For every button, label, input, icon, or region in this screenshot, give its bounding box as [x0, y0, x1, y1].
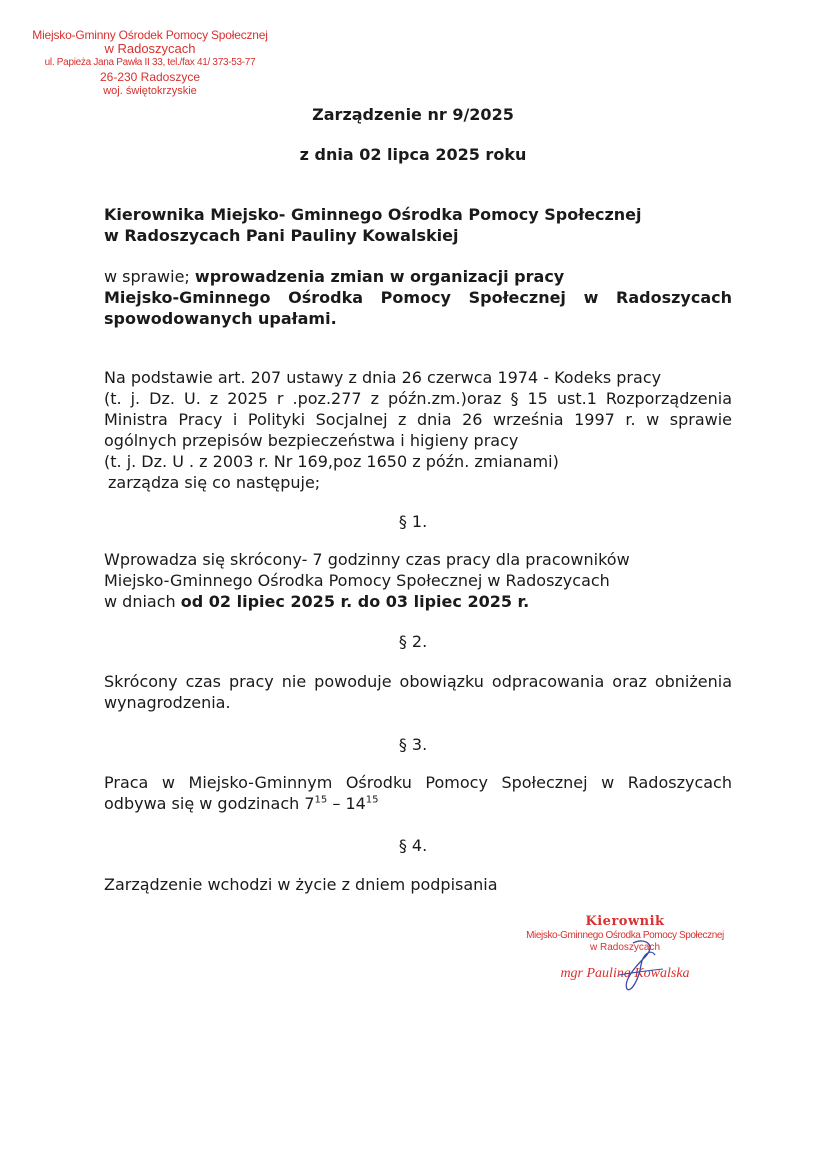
time-end-minutes: 15 [365, 794, 379, 806]
time-start: 7 [304, 794, 315, 813]
handwritten-signature-icon [605, 935, 675, 995]
stamp-org-name: Miejsko-Gminny Ośrodek Pomocy Społecznej [32, 28, 268, 42]
signature-town: w Radoszycach [589, 942, 661, 953]
section-3-text: Praca w Miejsko-Gminnym Ośrodku Pomocy Społecznej w Radoszycach odbywa się w godzinach [104, 773, 732, 813]
section-4-heading: § 4. [398, 836, 428, 855]
time-separator: – [327, 794, 346, 813]
document-date: z dnia 02 lipca 2025 roku [299, 145, 527, 164]
legal-basis-line-1: Na podstawie art. 207 ustawy z dnia 26 czerwca 1974 - Kodeks pracy [104, 368, 662, 387]
section-2-body: Skrócony czas pracy nie powoduje obowiązku odpracowania oraz obniżenia wynagrodzenia. [104, 672, 732, 712]
section-2-heading: § 2. [398, 632, 428, 651]
stamp-postcode: 26-230 Radoszyce [99, 70, 201, 84]
time-end: 14 [345, 794, 366, 813]
section-3-heading: § 3. [398, 735, 428, 754]
subject-bold-1: wprowadzenia zmian w organizacji pracy [194, 267, 565, 286]
signature-org: Miejsko-Gminnego Ośrodka Pomocy Społecznej [526, 930, 724, 941]
signature-title: Kierownik [585, 914, 665, 929]
subject-bold-2: Miejsko-Gminnego Ośrodka Pomocy Społecznej w Radoszycach spowodowanych upałami. [104, 288, 732, 328]
section-3-body [104, 772, 732, 814]
section-1-body [104, 549, 732, 612]
stamp-address: ul. Papieża Jana Pawła II 33, tel./fax 41/ 373-53-77 [44, 57, 256, 68]
section-1-line-3-prefix: w dniach [104, 592, 181, 611]
stamp-voivodeship: woj. świętokrzyskie [103, 85, 197, 97]
subject-prefix: w sprawie; [104, 267, 195, 286]
legal-basis-line-2: (t. j. Dz. U. z 2025 r .poz.277 z późn.zm.)oraz § 15 ust.1 Rozporządzenia Ministra Pracy i Polityki Socjalnej z dnia 26 września 1997 r. w sprawie ogólnych przepisów bezpieczeństwa i higieny pracy [104, 389, 732, 450]
stamp-org-town: w Radoszycach [104, 41, 196, 56]
section-1-line-2: Miejsko-Gminnego Ośrodka Pomocy Społecznej w Radoszycach [104, 571, 610, 590]
section-1-line-1: Wprowadza się skrócony- 7 godzinny czas pracy dla pracowników [104, 550, 630, 569]
time-start-minutes: 15 [314, 794, 328, 806]
document-author [104, 204, 732, 246]
header-stamp [30, 28, 270, 98]
legal-basis [104, 367, 732, 493]
author-line-1: Kierownika Miejsko- Gminnego Ośrodka Pomocy Społecznej [104, 205, 642, 224]
signature-name: mgr Paulina Kowalska [560, 966, 690, 981]
section-1-dates: od 02 lipiec 2025 r. do 03 lipiec 2025 r. [180, 592, 530, 611]
document-subject [104, 266, 732, 329]
author-line-2: w Radoszycach Pani Pauliny Kowalskiej [104, 226, 459, 245]
section-1-heading: § 1. [398, 512, 428, 531]
document-title: Zarządzenie nr 9/2025 [312, 105, 514, 124]
legal-basis-line-3: (t. j. Dz. U . z 2003 r. Nr 169,poz 1650 z późn. zmianami) [104, 452, 559, 471]
legal-basis-line-4: zarządza się co następuje; [108, 473, 321, 492]
section-4-body: Zarządzenie wchodzi w życie z dniem podpisania [104, 875, 498, 894]
